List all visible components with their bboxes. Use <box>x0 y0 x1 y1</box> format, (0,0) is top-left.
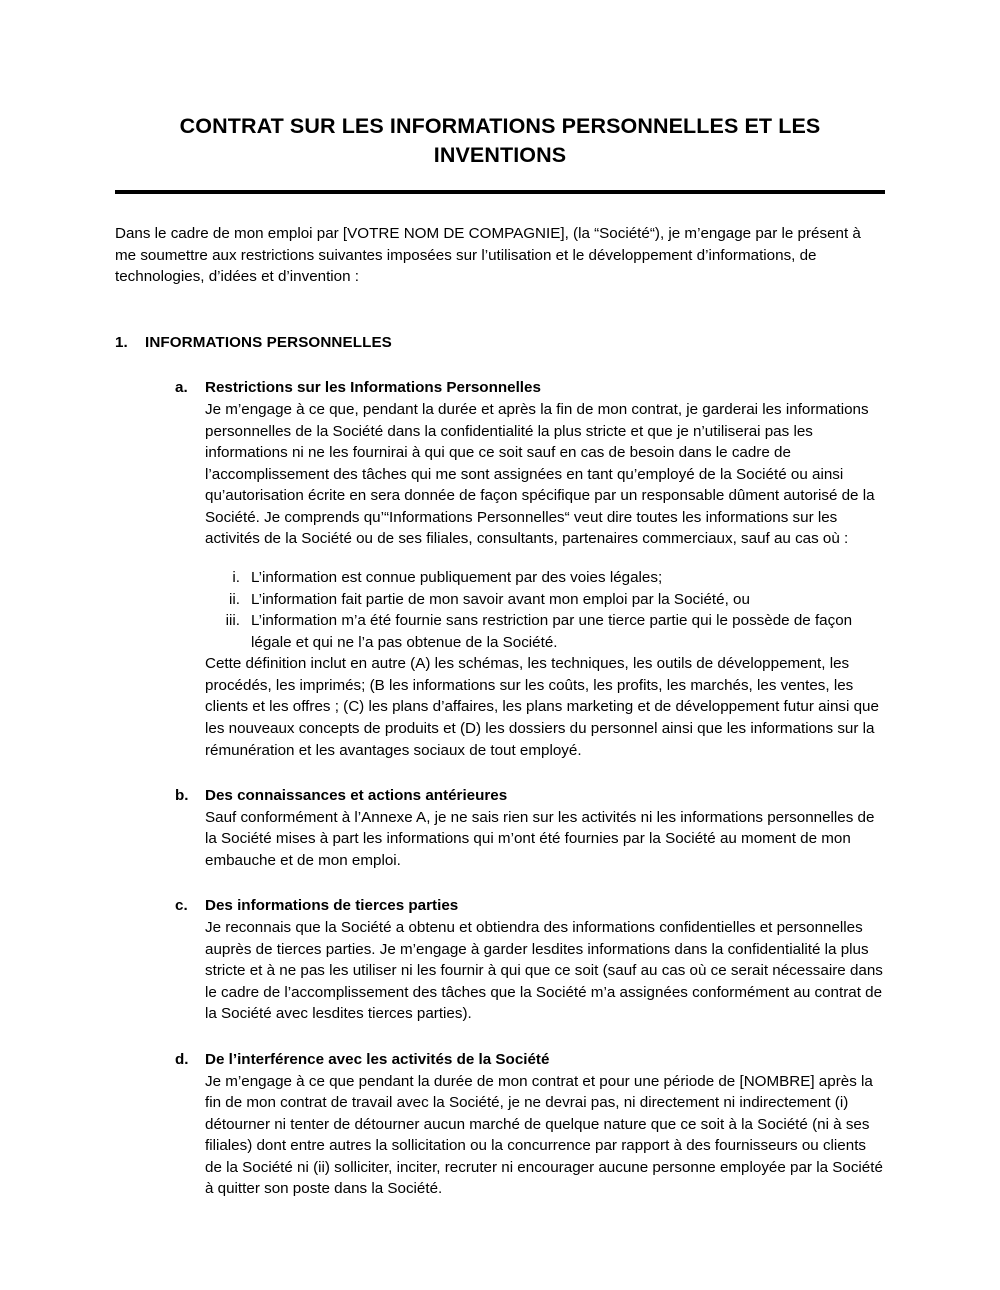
roman-text: L’information m’a été fournie sans restriction par une tierce partie qui le possède de façon légale et qui ne l’a pas obtenue de la Société. <box>251 612 853 651</box>
list-item <box>205 589 885 611</box>
roman-marker: iii. <box>225 612 240 630</box>
clause-body <box>205 377 885 761</box>
section-number: 1. <box>115 333 128 351</box>
list-item <box>205 567 885 589</box>
roman-text: L’information est connue publiquement par des voies légales; <box>251 568 663 586</box>
clause-d <box>115 1049 885 1200</box>
clause-paragraph-after: Cette définition inclut en autre (A) les schémas, les techniques, les outils de développement, les procédés, les imprimés; (B les informations sur les coûts, les profits, les marchés, les ventes, les clients et les offres ; (C) les plans d’affaires, les plans marketing et de développement futur ainsi que les nouveaux concepts de produits et (D) les dossiers du personnel ainsi que les informations sur la rémunération et les avantages sociaux de tout employé. <box>205 655 879 759</box>
page-title: CONTRAT SUR LES INFORMATIONS PERSONNELLES ET LES INVENTIONS <box>179 114 821 168</box>
clause-b <box>115 785 885 871</box>
title-divider <box>115 190 885 194</box>
clause-paragraph: Je m’engage à ce que, pendant la durée et après la fin de mon contrat, je garderai les informations personnelles de la Société dans la confidentialité la plus stricte et que je n’utiliserai pas les informations ni ne les fournirai à qui que ce soit sauf en cas de besoin dans le cadre de l’accomplissement des tâches qui me sont assignées en tant qu’employé de la Société ou ainsi qu’autorisation écrite en sera donnée de façon spécifique par un responsable dûment autorisé de la Société. Je comprends qu’“Informations Personnelles“ veut dire toutes les informations sur les activités de la Société ou de ses filiales, consultants, partenaires commerciaux, sauf au cas où : <box>205 400 875 548</box>
clause-body <box>205 785 885 871</box>
clause-paragraph: Sauf conformément à l’Annexe A, je ne sais rien sur les activités ni les informations personnelles de la Société mises à part les informations qui m’ont été fournies par la Société au moment de mon embauche et de mon emploi. <box>205 808 875 869</box>
clause-heading: De l’interférence avec les activités de la Société <box>205 1050 550 1068</box>
clause-marker: c. <box>175 897 188 915</box>
clause-marker: d. <box>175 1050 189 1068</box>
clause-marker: b. <box>175 787 189 805</box>
clause-body <box>205 895 885 1024</box>
roman-list <box>205 567 885 653</box>
document-content <box>115 0 885 1200</box>
clause-heading: Des informations de tierces parties <box>205 897 459 915</box>
section-title: INFORMATIONS PERSONNELLES <box>145 333 392 351</box>
clause-heading: Des connaissances et actions antérieures <box>205 787 508 805</box>
clause-c <box>115 895 885 1024</box>
intro-paragraph: Dans le cadre de mon emploi par [VOTRE NOM DE COMPAGNIE], (la “Société“), je m’engage par le présent à me soumettre aux restrictions suivantes imposées sur l’utilisation et le développement d’informations, de technologies, d’idées et d’invention : <box>115 225 861 286</box>
clause-a <box>115 377 885 761</box>
roman-marker: i. <box>232 568 240 586</box>
clause-heading: Restrictions sur les Informations Personnelles <box>205 379 541 397</box>
list-item <box>205 610 885 653</box>
roman-marker: ii. <box>229 590 240 608</box>
clause-paragraph: Je m’engage à ce que pendant la durée de mon contrat et pour une période de [NOMBRE] après la fin de mon contrat de travail avec la Société, je ne devrai pas, ni directement ni indirectement (i) détourner ni tenter de détourner aucun marché de quelque nature que ce soit à la Société (ni à ses filiales) dont entre autres la sollicitation ou la concurrence par rapport à des fournisseurs ou clients de la Société ni (ii) solliciter, inciter, recruter ni encourager aucune personne employée par la Société à quitter son poste dans la Société. <box>205 1072 883 1198</box>
clause-body <box>205 1049 885 1200</box>
roman-text: L’information fait partie de mon savoir avant mon emploi par la Société, ou <box>251 590 750 608</box>
clause-paragraph: Je reconnais que la Société a obtenu et obtiendra des informations confidentielles et personnelles auprès de tierces parties. Je m’engage à garder lesdites informations dans la confidentialité la plus stricte et à ne pas les utiliser ni les fournir à qui que ce soit (sauf au cas où ce serait nécessaire dans le cadre de l’accomplissement des tâches que la Société m’a assignées conformément au contrat de la Société avec lesdites tierces parties). <box>205 919 883 1023</box>
clause-marker: a. <box>175 379 188 397</box>
section-heading-1 <box>115 332 885 354</box>
